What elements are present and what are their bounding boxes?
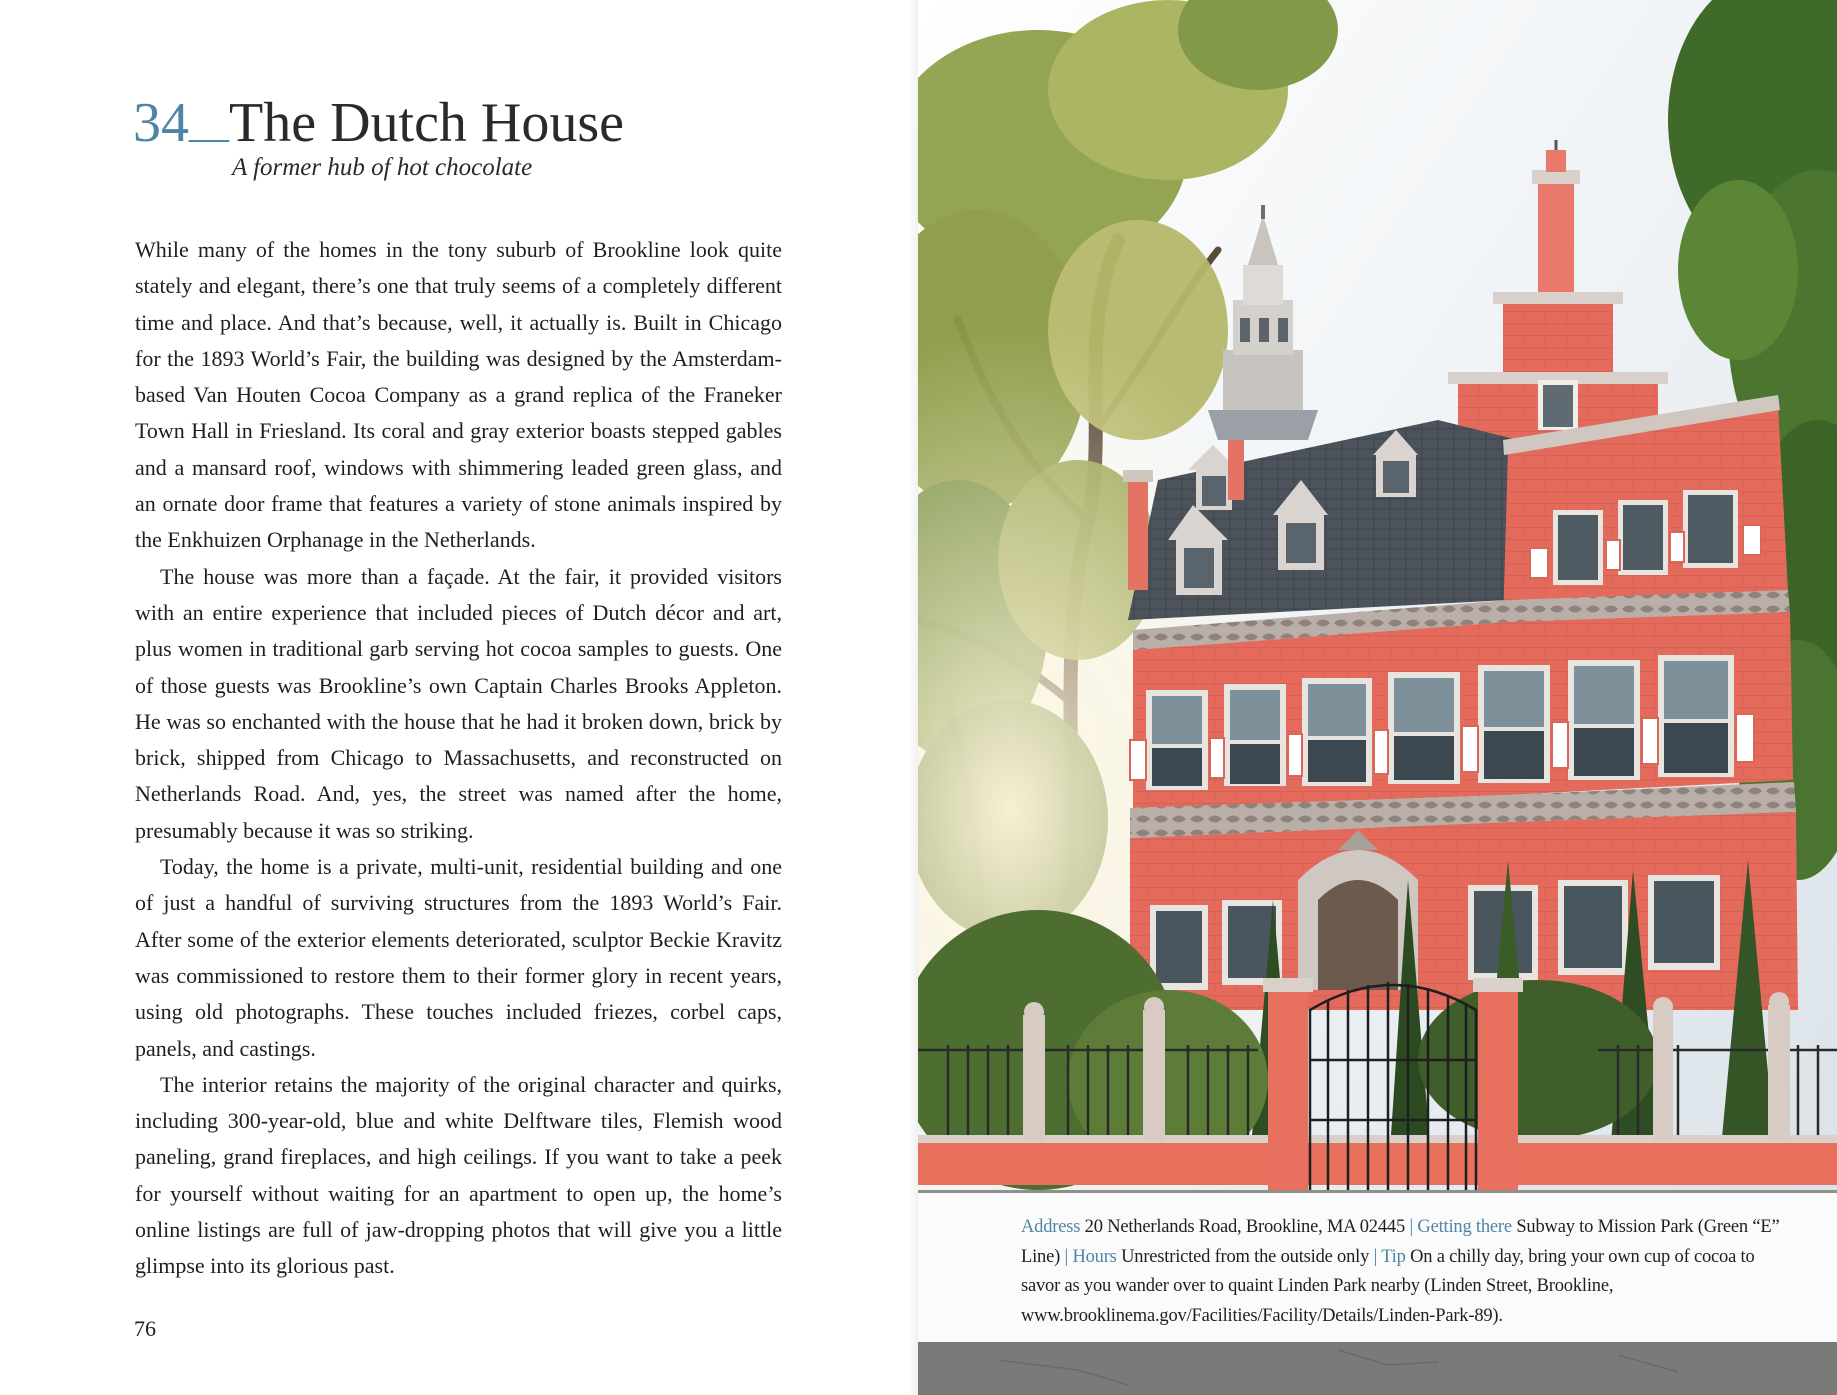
info-separator: | xyxy=(1064,1246,1069,1267)
info-text xyxy=(1021,1213,1794,1331)
body-paragraph: The interior retains the majority of the original character and quirks, including 300-year-old, blue and white Delftware tiles, Flemish wood paneling, grand fireplaces, and high ceilings. If you want to take a peek for yourself without waiting for an apartment to open up, the home’s online listings are full of jaw-dropping photos that will give you a little glimpse into its glorious past. xyxy=(135,1071,782,1279)
page-gutter xyxy=(908,0,918,1395)
address-label: Address xyxy=(1021,1217,1081,1237)
chapter-number: 34 xyxy=(133,92,189,154)
hours-label: Hours xyxy=(1072,1246,1117,1267)
chapter-title: The Dutch House xyxy=(229,92,625,154)
chapter-separator: __ xyxy=(189,101,229,146)
getting-there-label: Getting there xyxy=(1417,1217,1512,1237)
address-value: 20 Netherlands Road, Brookline, MA 02445 xyxy=(1084,1217,1406,1237)
chapter-heading xyxy=(133,88,624,163)
hours-value: Unrestricted from the outside only xyxy=(1121,1246,1370,1267)
tip-value: On a chilly day, bring your own cup of cocoa to savor as you wander over to quaint Linden Park nearby (Linden Street, Brookline, www.brooklinema.gov/Facilities/Facility/Details/Linden-Park-89). xyxy=(1021,1246,1755,1326)
info-separator: | xyxy=(1409,1217,1413,1237)
body-paragraph: Today, the home is a private, multi-unit, residential building and one of just a handful of surviving structures from the 1893 World’s Fair. After some of the exterior elements deteriorated, sculptor Beckie Kravitz was commissioned to restore them to their former glory in recent years, using old photographs. These touches included friezes, corbel caps, panels, and castings. xyxy=(135,854,782,1061)
info-separator: | xyxy=(1373,1246,1378,1267)
page-number: 76 xyxy=(134,1316,156,1341)
getting-there-value: Subway to Mission Park (Green “E” Line) xyxy=(1021,1217,1780,1267)
dutch-house-photo xyxy=(918,0,1837,1395)
body-paragraph: The house was more than a façade. At the fair, it provided visitors with an entire experience that included pieces of Dutch décor and art, plus women in traditional garb serving hot cocoa samples to guests. One of those guests was Brookline’s own Captain Charles Brooks Appleton. He was so enchanted with the house that he had it broken down, brick by brick, shipped from Chicago to Massachusetts, and reconstructed on Netherlands Road. And, yes, the street was named after the home, presumably because it was so striking. xyxy=(135,563,782,843)
info-box xyxy=(918,1193,1837,1342)
body-text xyxy=(135,232,782,1285)
tip-label: Tip xyxy=(1381,1246,1406,1267)
chapter-subtitle: A former hub of hot chocolate xyxy=(232,154,533,181)
body-paragraph: While many of the homes in the tony suburb of Brookline look quite stately and elegant, there’s one that truly seems of a completely different time and place. And that’s because, well, it actually is. Built in Chicago for the 1893 World’s Fair, the building was designed by the Amsterdam-based Van Houten Cocoa Company as a grand replica of the Franeker Town Hall in Friesland. Its coral and gray exterior boasts stepped gables and a mansard roof, windows with shimmering leaded green glass, and an ornate door frame that features a variety of stone animals inspired by the Enkhuizen Orphanage in the Netherlands. xyxy=(135,237,782,553)
right-page xyxy=(918,0,1837,1395)
left-page xyxy=(0,0,918,1395)
